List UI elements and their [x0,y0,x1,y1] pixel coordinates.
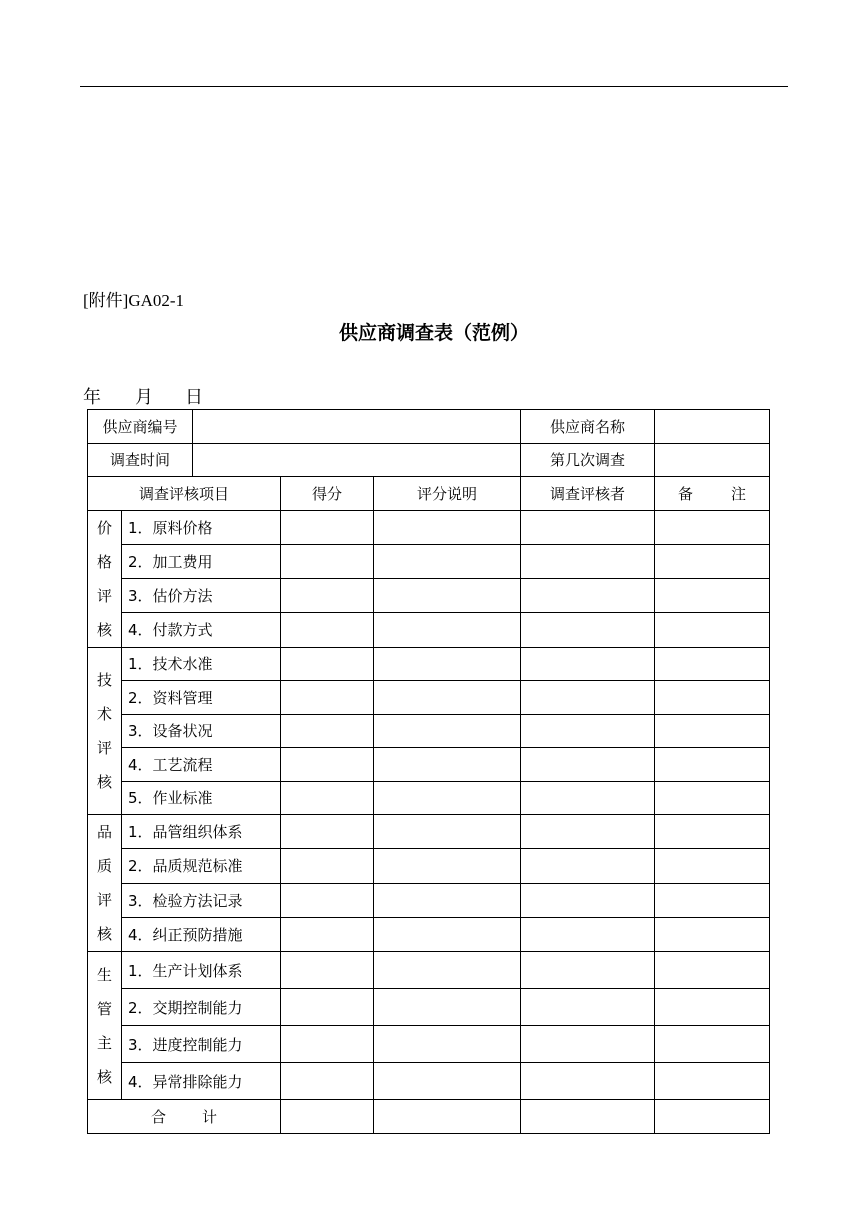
item-label: 1．生产计划体系 [122,952,281,989]
item-label: 1．技术水准 [122,647,281,681]
remark-cell[interactable] [655,1063,770,1100]
score-cell[interactable] [281,1026,374,1063]
remark-cell[interactable] [655,989,770,1026]
reviewer-cell[interactable] [521,1063,655,1100]
explain-cell[interactable] [374,681,521,715]
col-header-explain: 评分说明 [374,477,521,511]
item-label: 4．工艺流程 [122,748,281,782]
col-header-remark [655,477,770,511]
explain-cell[interactable] [374,647,521,681]
score-cell[interactable] [281,849,374,883]
remark-cell[interactable] [655,815,770,849]
score-cell[interactable] [281,883,374,917]
reviewer-cell[interactable] [521,883,655,917]
group-label-production: 生 管 主 核 [88,952,122,1100]
total-reviewer-cell[interactable] [521,1100,655,1134]
item-label: 1．品管组织体系 [122,815,281,849]
survey-round-label: 第几次调查 [521,443,655,477]
reviewer-cell[interactable] [521,952,655,989]
reviewer-cell[interactable] [521,544,655,578]
explain-cell[interactable] [374,989,521,1026]
explain-cell[interactable] [374,613,521,647]
supplier-name-field[interactable] [655,410,770,444]
item-label: 4．纠正预防措施 [122,917,281,951]
supplier-no-field[interactable] [193,410,521,444]
supplier-survey-table [87,409,770,1134]
reviewer-cell[interactable] [521,1026,655,1063]
supplier-no-label: 供应商编号 [88,410,193,444]
explain-cell[interactable] [374,815,521,849]
reviewer-cell[interactable] [521,917,655,951]
score-cell[interactable] [281,544,374,578]
remark-cell[interactable] [655,579,770,613]
item-label: 3．估价方法 [122,579,281,613]
col-header-item: 调查评核项目 [88,477,281,511]
score-cell[interactable] [281,781,374,815]
remark-cell[interactable] [655,647,770,681]
header-rule [80,86,788,87]
explain-cell[interactable] [374,544,521,578]
remark-cell[interactable] [655,748,770,782]
reviewer-cell[interactable] [521,647,655,681]
reviewer-cell[interactable] [521,714,655,748]
score-cell[interactable] [281,681,374,715]
date-year: 年 [83,387,101,408]
date-day: 日 [185,387,203,408]
item-label: 4．付款方式 [122,613,281,647]
score-cell[interactable] [281,510,374,544]
remark-char-b: 注 [731,484,747,503]
survey-time-field[interactable] [193,443,521,477]
col-header-reviewer: 调查评核者 [521,477,655,511]
item-label: 4．异常排除能力 [122,1063,281,1100]
score-cell[interactable] [281,952,374,989]
score-cell[interactable] [281,613,374,647]
remark-cell[interactable] [655,917,770,951]
reviewer-cell[interactable] [521,748,655,782]
group-label-tech: 技 术 评 核 [88,647,122,815]
remark-char-a: 备 [678,484,694,503]
explain-cell[interactable] [374,952,521,989]
score-cell[interactable] [281,748,374,782]
item-label: 1．原料价格 [122,510,281,544]
item-label: 3．设备状况 [122,714,281,748]
group-label-quality: 品 质 评 核 [88,815,122,952]
supplier-name-label: 供应商名称 [521,410,655,444]
remark-cell[interactable] [655,781,770,815]
remark-cell[interactable] [655,613,770,647]
remark-cell[interactable] [655,1026,770,1063]
explain-cell[interactable] [374,510,521,544]
score-cell[interactable] [281,1063,374,1100]
explain-cell[interactable] [374,1063,521,1100]
attachment-code: [附件]GA02-1 [83,291,185,310]
item-label: 3．检验方法记录 [122,883,281,917]
total-score-cell[interactable] [281,1100,374,1134]
group-label-price: 价 格 评 核 [88,510,122,647]
page-title: 供应商调查表（范例） [338,322,529,344]
explain-cell[interactable] [374,849,521,883]
reviewer-cell[interactable] [521,815,655,849]
reviewer-cell[interactable] [521,989,655,1026]
remark-cell[interactable] [655,952,770,989]
explain-cell[interactable] [374,781,521,815]
reviewer-cell[interactable] [521,681,655,715]
item-label: 2．加工费用 [122,544,281,578]
score-cell[interactable] [281,815,374,849]
col-header-score: 得分 [281,477,374,511]
remark-cell[interactable] [655,883,770,917]
item-label: 2．交期控制能力 [122,989,281,1026]
total-explain-cell[interactable] [374,1100,521,1134]
explain-cell[interactable] [374,579,521,613]
explain-cell[interactable] [374,748,521,782]
remark-cell[interactable] [655,544,770,578]
score-cell[interactable] [281,579,374,613]
explain-cell[interactable] [374,883,521,917]
score-cell[interactable] [281,917,374,951]
item-label: 2．品质规范标准 [122,849,281,883]
reviewer-cell[interactable] [521,579,655,613]
survey-round-field[interactable] [655,443,770,477]
score-cell[interactable] [281,714,374,748]
total-label: 合 计 [88,1100,281,1134]
item-label: 3．进度控制能力 [122,1026,281,1063]
score-cell[interactable] [281,647,374,681]
reviewer-cell[interactable] [521,849,655,883]
date-line [83,383,203,409]
total-remark-cell[interactable] [655,1100,770,1134]
remark-cell[interactable] [655,714,770,748]
remark-cell[interactable] [655,849,770,883]
item-label: 2．资料管理 [122,681,281,715]
reviewer-cell[interactable] [521,510,655,544]
reviewer-cell[interactable] [521,613,655,647]
remark-cell[interactable] [655,681,770,715]
reviewer-cell[interactable] [521,781,655,815]
explain-cell[interactable] [374,917,521,951]
score-cell[interactable] [281,989,374,1026]
explain-cell[interactable] [374,1026,521,1063]
date-month: 月 [135,387,153,408]
explain-cell[interactable] [374,714,521,748]
item-label: 5．作业标准 [122,781,281,815]
survey-time-label: 调查时间 [88,443,193,477]
remark-cell[interactable] [655,510,770,544]
